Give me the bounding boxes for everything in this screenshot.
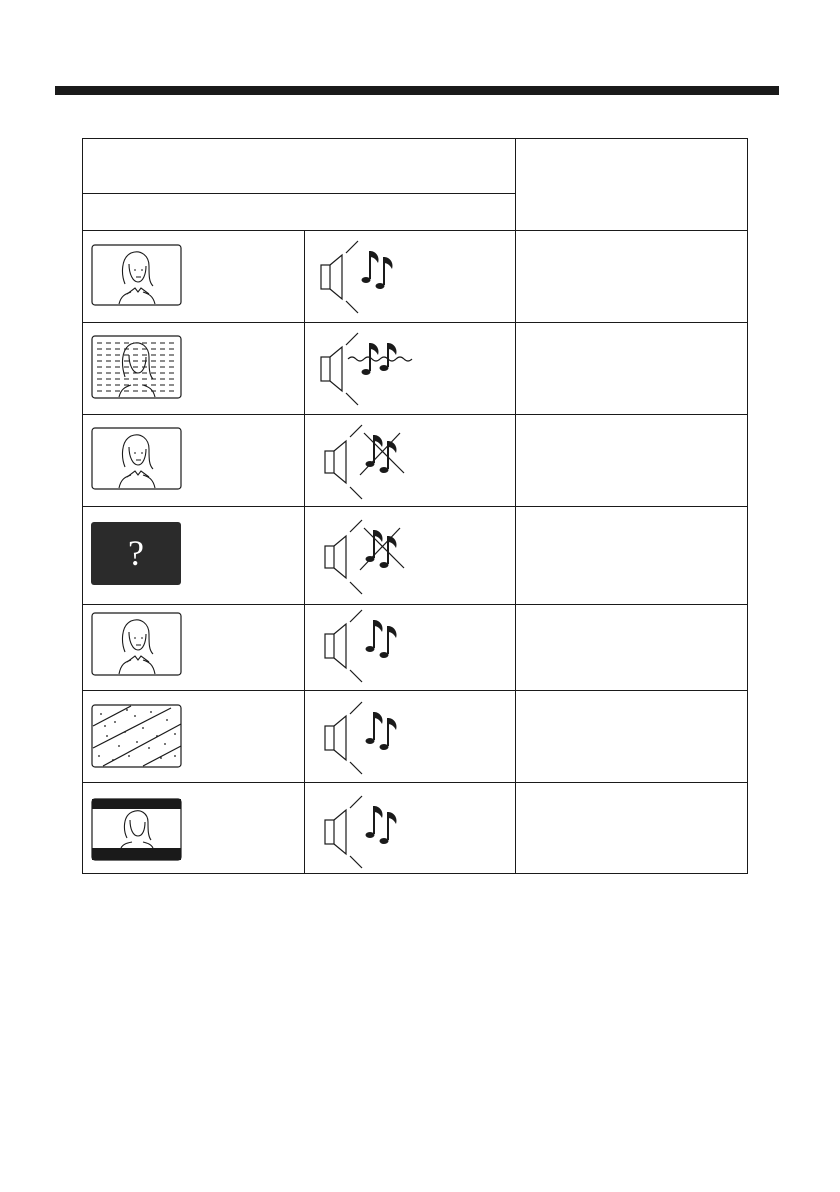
troubleshooting-table <box>82 138 748 874</box>
snow-noise-icon <box>91 704 183 770</box>
normal-face-icon <box>91 612 183 678</box>
crossed-music-icon <box>322 516 414 596</box>
music-notes-icon <box>318 237 410 317</box>
no-picture-screen-icon <box>91 522 181 585</box>
striped-interference-face-icon <box>91 335 183 401</box>
normal-face-icon <box>91 427 183 491</box>
letterbox-face-icon <box>91 798 183 862</box>
question-mark-label: ? <box>128 533 144 573</box>
music-notes-icon <box>322 698 414 778</box>
wavy-noise-music-icon <box>318 329 418 409</box>
music-notes-icon <box>322 792 414 872</box>
normal-face-icon <box>91 244 183 308</box>
music-notes-icon <box>322 606 414 686</box>
top-header-rule <box>55 86 779 95</box>
crossed-music-icon <box>322 421 414 501</box>
